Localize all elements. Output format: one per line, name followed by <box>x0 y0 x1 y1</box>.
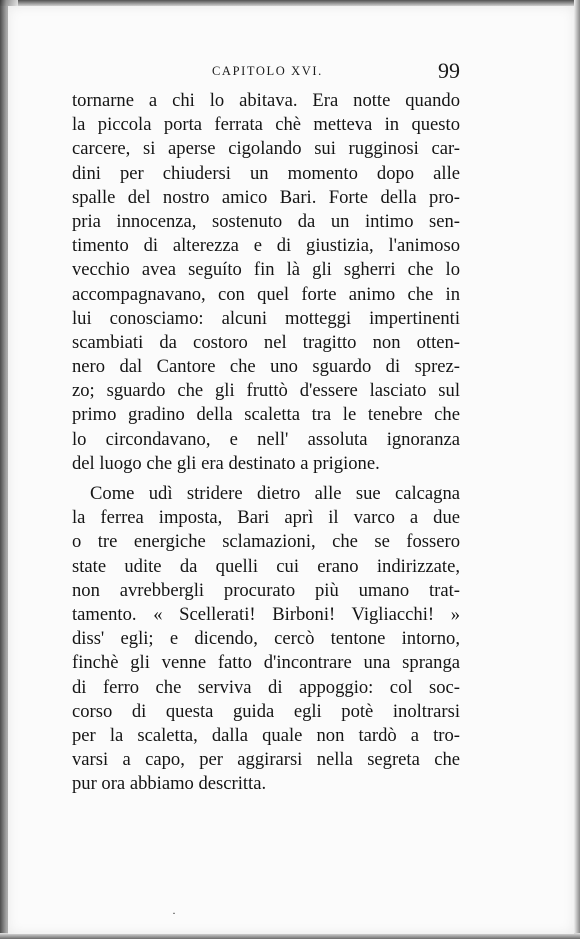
text-line: primo gradino della scaletta tra le tenebre che <box>72 404 460 426</box>
text-line: state udite da quelli cui erano indirizzate, <box>72 555 460 577</box>
text-line: Come udì stridere dietro alle sue calcagna <box>90 483 460 504</box>
text-line: pria innocenza, sostenuto da un intimo sen- <box>72 210 460 232</box>
text-line: carcere, si aperse cigolando sui rugginosi car- <box>72 138 460 160</box>
text-line: finchè gli venne fatto d'incontrare una spranga <box>72 652 460 674</box>
text-line: tamento. « Scellerati! Birboni! Vigliacchi! » <box>72 603 460 625</box>
text-line: per la scaletta, dalla quale non tardò a tro- <box>72 724 460 746</box>
text-line: lo circondavano, e nell' assoluta ignoranza <box>72 428 460 450</box>
text-line: nero dal Cantore che uno sguardo di sprez- <box>72 356 460 378</box>
text-line: tornarne a chi lo abitava. Era notte quando <box>72 90 460 111</box>
text-line: la piccola porta ferrata chè metteva in questo <box>72 114 460 136</box>
text-line: timento di alterezza e di giustizia, l'animoso <box>72 235 460 257</box>
paragraph <box>72 89 460 476</box>
text-line: scambiati da costoro nel tragitto non otten- <box>72 331 460 353</box>
body-text <box>72 89 460 796</box>
text-line: dini per chiudersi un momento dopo alle <box>72 162 460 184</box>
page-right-edge <box>574 0 580 939</box>
text-line: di ferro che serviva di appoggio: col soc- <box>72 676 460 698</box>
text-line: corso di questa guida egli potè inoltrarsi <box>72 700 460 722</box>
ink-speck: · <box>172 906 176 920</box>
paragraph <box>72 482 460 796</box>
text-line: o tre energiche sclamazioni, che se fossero <box>72 531 460 553</box>
text-line: varsi a capo, per aggirarsi nella segreta che <box>72 749 460 771</box>
text-line: pur ora abbiamo descritta. <box>72 773 267 795</box>
text-line: zo; sguardo che gli fruttò d'essere lasciato sul <box>72 380 460 402</box>
text-line: accompagnavano, con quel forte animo che in <box>72 283 460 305</box>
page-number: 99 <box>438 58 460 83</box>
running-head: CAPITOLO XVI. <box>212 64 323 78</box>
text-line: non avrebbergli procurato più umano trat- <box>72 579 460 601</box>
text-line: spalle del nostro amico Bari. Forte della pro- <box>72 186 460 208</box>
text-line: vecchio avea seguíto fin là gli sgherri che lo <box>72 259 460 281</box>
text-line: diss' egli; e dicendo, cercò tentone intorno, <box>72 628 460 650</box>
text-line: la ferrea imposta, Bari aprì il varco a due <box>72 507 460 529</box>
text-line: del luogo che gli era destinato a prigione. <box>72 452 380 474</box>
page-header <box>72 60 460 90</box>
text-line: lui conosciamo: alcuni motteggi impertinenti <box>72 307 460 329</box>
